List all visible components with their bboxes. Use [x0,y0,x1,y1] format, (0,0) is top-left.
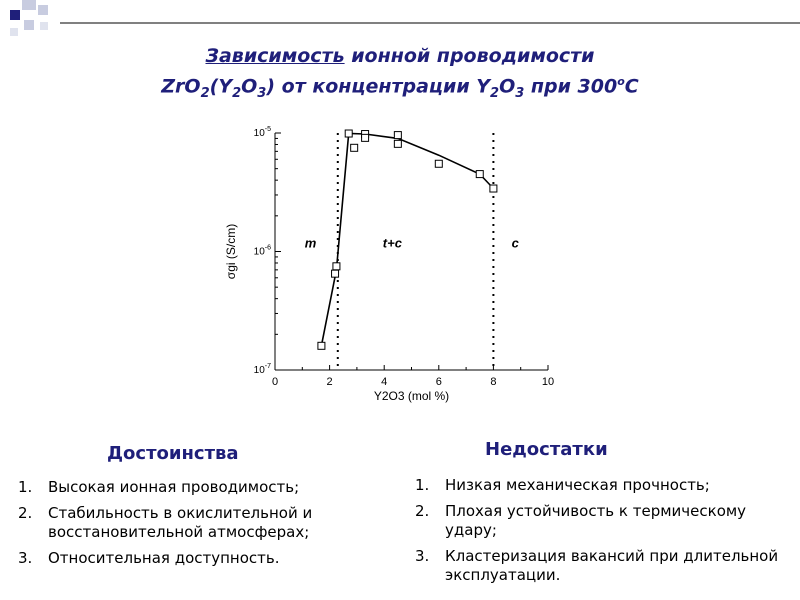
title-line-1: Зависимость ионной проводимости [205,45,595,67]
data-point [362,134,369,141]
phase-region-label: c [511,235,519,251]
y-tick-label: $10^{-7}$ [253,363,271,376]
list-item: 3. Кластеризация вакансий при длительной эксплуатации. [415,547,779,584]
list-item: 2. Стабильность в окислительной и восстановительной атмосферах; [18,504,313,541]
data-point [394,140,401,147]
data-point [332,270,339,277]
phase-region-label: t+c [382,235,402,251]
y-axis-label: σgi (S/cm) [224,223,238,280]
data-point [351,144,358,151]
x-tick-label: 6 [435,376,442,388]
x-tick-label: 2 [326,376,333,388]
y-tick-label: $10^{-6}$ [253,244,271,258]
x-tick-label: 0 [271,376,279,388]
data-point [435,160,442,167]
title-line-2: $ZrO_2(Y_2O_3)$ от концентрации $Y_2O_3$ при 300$^o$C [161,75,639,102]
data-point [394,132,401,139]
trend-curve [321,134,493,346]
list-item: 1. Низкая механическая прочность; [415,476,710,494]
x-axis-label: Y2O3 (mol %) [373,389,450,403]
data-point [490,185,497,192]
disadvantages-list [413,476,783,592]
data-point [333,263,340,270]
list-item: 1. Высокая ионная проводимость; [18,478,300,496]
data-point [476,171,483,178]
data-point [345,130,352,137]
list-item: 2. Плохая устойчивость к термическому удару; [415,502,747,539]
x-tick-label: 10 [541,376,555,388]
x-tick-label: 8 [490,376,497,388]
list-item: 3. Относительная доступность. [18,549,280,567]
x-tick-label: 4 [381,376,388,388]
data-point [318,342,325,349]
disadvantages-heading: Недостатки [485,439,608,460]
y-tick-label: $10^{-5}$ [253,126,271,139]
advantages-list [16,478,396,575]
advantages-heading: Достоинства [107,443,239,464]
phase-region-label: m [304,235,317,251]
